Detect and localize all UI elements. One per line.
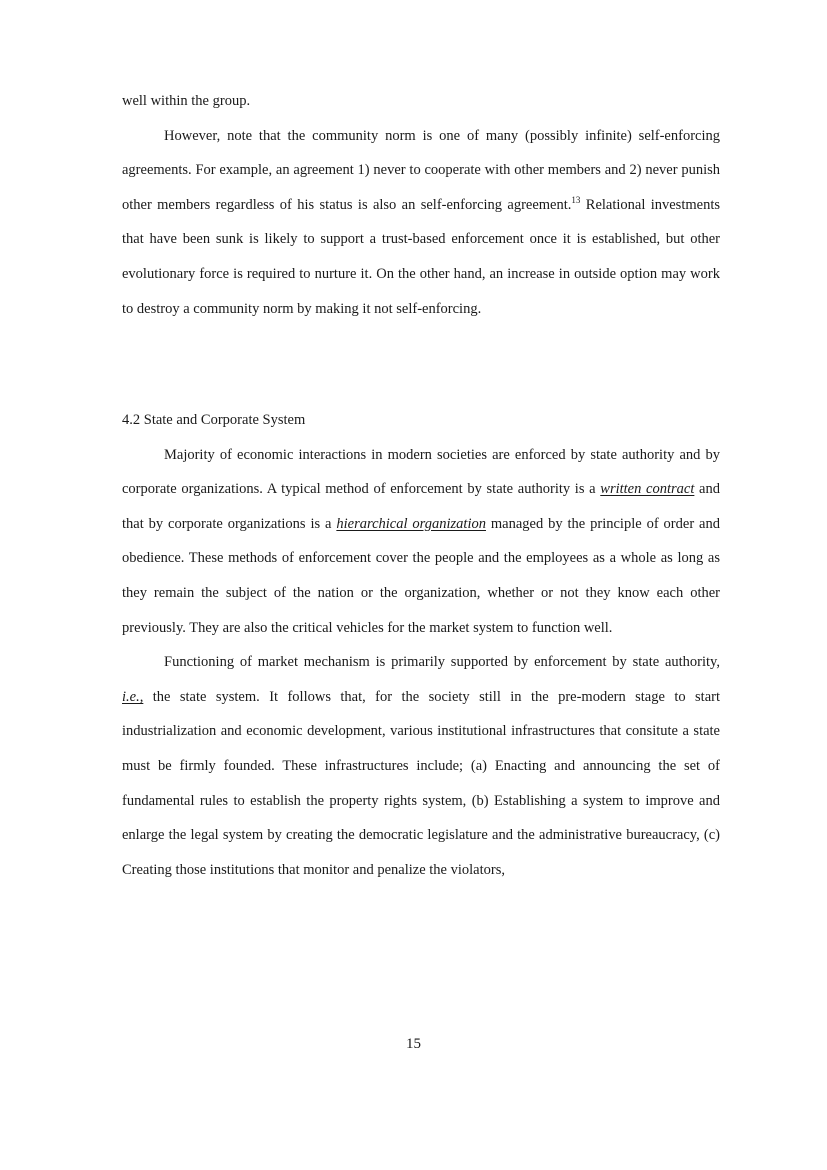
paragraph-2-rest: Relational investments that have been sunk is likely to support a trust-based enforcement once it is established, but other evolutionary force is required to nurture it. On the other hand, an increase in outside option may work to destroy a community norm by making it not self-enforcing. (122, 196, 720, 317)
paragraph-3-text-c: managed by the principle of order and obedience. These methods of enforcement cover the people and the employees as a whole as long as they remain the subject of the nation or the organization, whether or not they know each other previously. They are also the critical vehicles for the market system to function well. (122, 515, 720, 636)
page-number: 15 (406, 1036, 421, 1052)
paragraph-1-text: well within the group. (122, 93, 251, 109)
paragraph-4-text-a: Functioning of market mechanism is primarily supported by enforcement by state authority, (164, 654, 720, 671)
emphasis-hierarchical-organization: hierarchical organization (336, 515, 486, 532)
paragraph-2-text: However, note that the community norm is one of many (possibly infinite) self-enforcing agreements. For example, an agreement 1) never to cooperate with other members and 2) never punish other members regardless of his status is also an self-enforcing agreement. (122, 127, 720, 213)
emphasis-written-contract: written contract (600, 481, 695, 498)
emphasis-ie: i.e., (122, 688, 144, 705)
paragraph-3-text-b: and that by corporate organizations is a (122, 481, 720, 532)
paragraph-3-text-a: Majority of economic interactions in modern societies are enforced by state authority and by corporate organizations. A typical method of enforcement by state authority is a (122, 446, 720, 498)
paragraph-continuation (122, 84, 720, 119)
paragraph-enforcement-methods (122, 438, 720, 646)
paragraph-market-mechanism (122, 645, 720, 887)
paragraph-4-text-b: the state system. It follows that, for the society still in the pre-modern stage to start industrialization and economic development, various institutional infrastructures that consitute a state must be firmly founded. These infrastructures include; (a) Enacting and announcing the set of fundamental rules to establish the property rights system, (b) Establishing a system to improve and enlarge the legal system by creating the democratic legislature and the administrative bureaucracy, (c) Creating those institutions that monitor and penalize the violators, (122, 688, 720, 878)
footnote-marker: 13 (571, 194, 581, 205)
text-block-top (122, 84, 720, 326)
section-heading: 4.2 State and Corporate System (122, 412, 306, 428)
text-block-section (122, 403, 720, 887)
paragraph-self-enforcing (122, 119, 720, 327)
